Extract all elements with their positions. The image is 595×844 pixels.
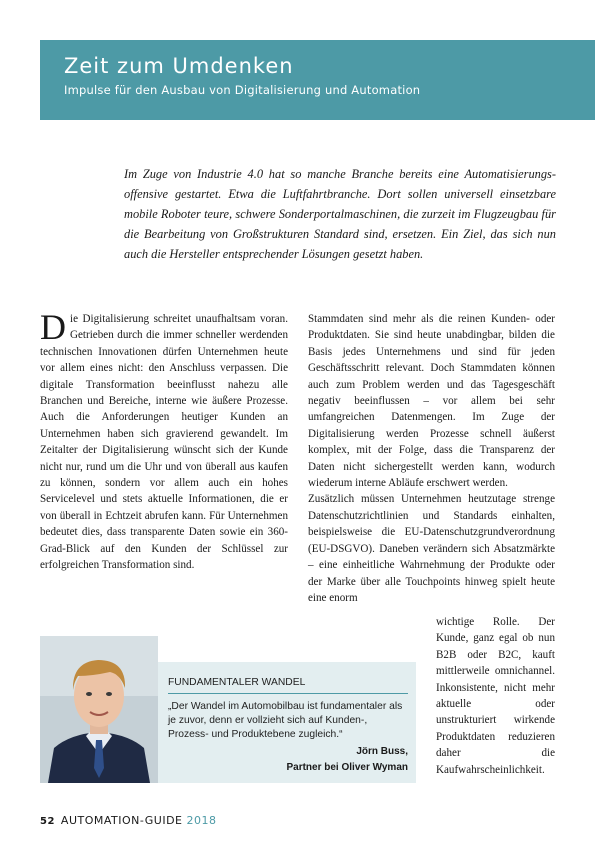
article-header (40, 40, 595, 120)
body-paragraph-1 (40, 307, 288, 574)
body-wrap-text: wichtige Rolle. Der Kunde, ganz egal ob nun B2B oder B2C, kauft mittlerweile omnichannel. Inkonsistente, nicht mehr aktuelle oder unstrukturiert wirkende Produktdaten reduzieren daher die Kaufwahrscheinlichkeit. (436, 616, 555, 776)
body-column-2 (308, 311, 555, 606)
quote-divider (168, 693, 408, 694)
intro-paragraph: Im Zuge von Industrie 4.0 hat so manche Branche bereits eine Automatisierungs-offensive gestartet. Etwa die Luftfahrtbranche. Dort sollen universell einsetzbare mobile Roboter teure, schwere Sonderportalmaschinen, die zurzeit im Flugzeugbau für die Bearbeitung von Großstrukturen Standard sind, ersetzen. Ein Ziel, das sich nun auch die Hersteller entsprechender Lösungen gesetzt haben. (124, 167, 556, 261)
page-footer (40, 814, 217, 827)
page-number: 52 (40, 816, 55, 827)
publication-year: 2018 (186, 814, 217, 827)
quote-author: Jörn Buss, (356, 746, 408, 757)
body-text-1: ie Digitalisierung schreitet unaufhaltsam voran. Getrieben durch die immer schneller werdenden technischen Innovationen dürfen Unternehmen heute vor allem eines nicht: den Anschluss verpassen. Die digitale Transformation beeinflusst nahezu alle Branchen und Bereiche, interne wie äußere Prozesse. Auch die Anforderungen heutiger Kunden an Unternehmen haben sich gravierend gewandelt. Im Zeitalter der Digitalisierung wünscht sich der Kunde nicht nur, rund um die Uhr und von überall aus kaufen zu können, sondern vor allem auch ein hohes Servicelevel und stets aktuelle Informationen, die er von überall in Echtzeit abrufen kann. Für Unternehmen bedeutet dies, dass transparente Daten sowie ein 360-Grad-Blick auf den Kunden der Schlüssel zur erfolgreichen Transformation sind. (40, 313, 288, 572)
quote-text: „Der Wandel im Automobilbau ist fundamentaler als je zuvor, denn er vollzieht sich auf Kunden-, Prozess- und Produktebene zugleich.“ (168, 701, 403, 740)
body-paragraph-3: Zusätzlich müssen Unternehmen heutzutage strenge Datenschutzrichtlinien und Standards einhalten, beispielsweise die EU-Datenschutzgrundverordnung (EU-DSGVO). Daneben verändern sich Absatzmärkte – eine einheitliche Wahrnehmung der Produkte oder der Marke über alle Touchpoints hinweg spielt heute eine enorm (308, 493, 555, 604)
quote-attribution (286, 744, 408, 776)
body-paragraph-2: Stammdaten sind mehr als die reinen Kunden- oder Produktdaten. Sie sind heute unabdingbar, bilden die Basis jedes Unternehmens und sind für jeden Geschäftsschritt relevant. Doch Stammdaten können auch zum Problem werden und das Tagesgeschäft negativ beeinflussen – vor allem bei sehr umfangreichen Datenmengen. Im Zuge der Digitalisierung werden Prozesse schnell äußerst komplex, mit der Folge, dass die Transparenz der Daten nicht sichergestellt werden kann, wodurch wiederum interne Abläufe erschwert werden. (308, 313, 555, 490)
quote-heading: FUNDAMENTALER WANDEL (168, 677, 306, 688)
portrait-photo (40, 636, 158, 783)
publication-name: AUTOMATION-GUIDE (60, 814, 183, 827)
quote-box (158, 662, 416, 783)
quote-author-role: Partner bei Oliver Wyman (286, 762, 408, 773)
body-column-1 (40, 307, 288, 574)
article-title: Zeit zum Umdenken (64, 54, 294, 78)
portrait-image (40, 636, 158, 783)
drop-cap: D (40, 307, 66, 347)
article-subtitle: Impulse für den Ausbau von Digitalisierung und Automation (64, 83, 421, 97)
